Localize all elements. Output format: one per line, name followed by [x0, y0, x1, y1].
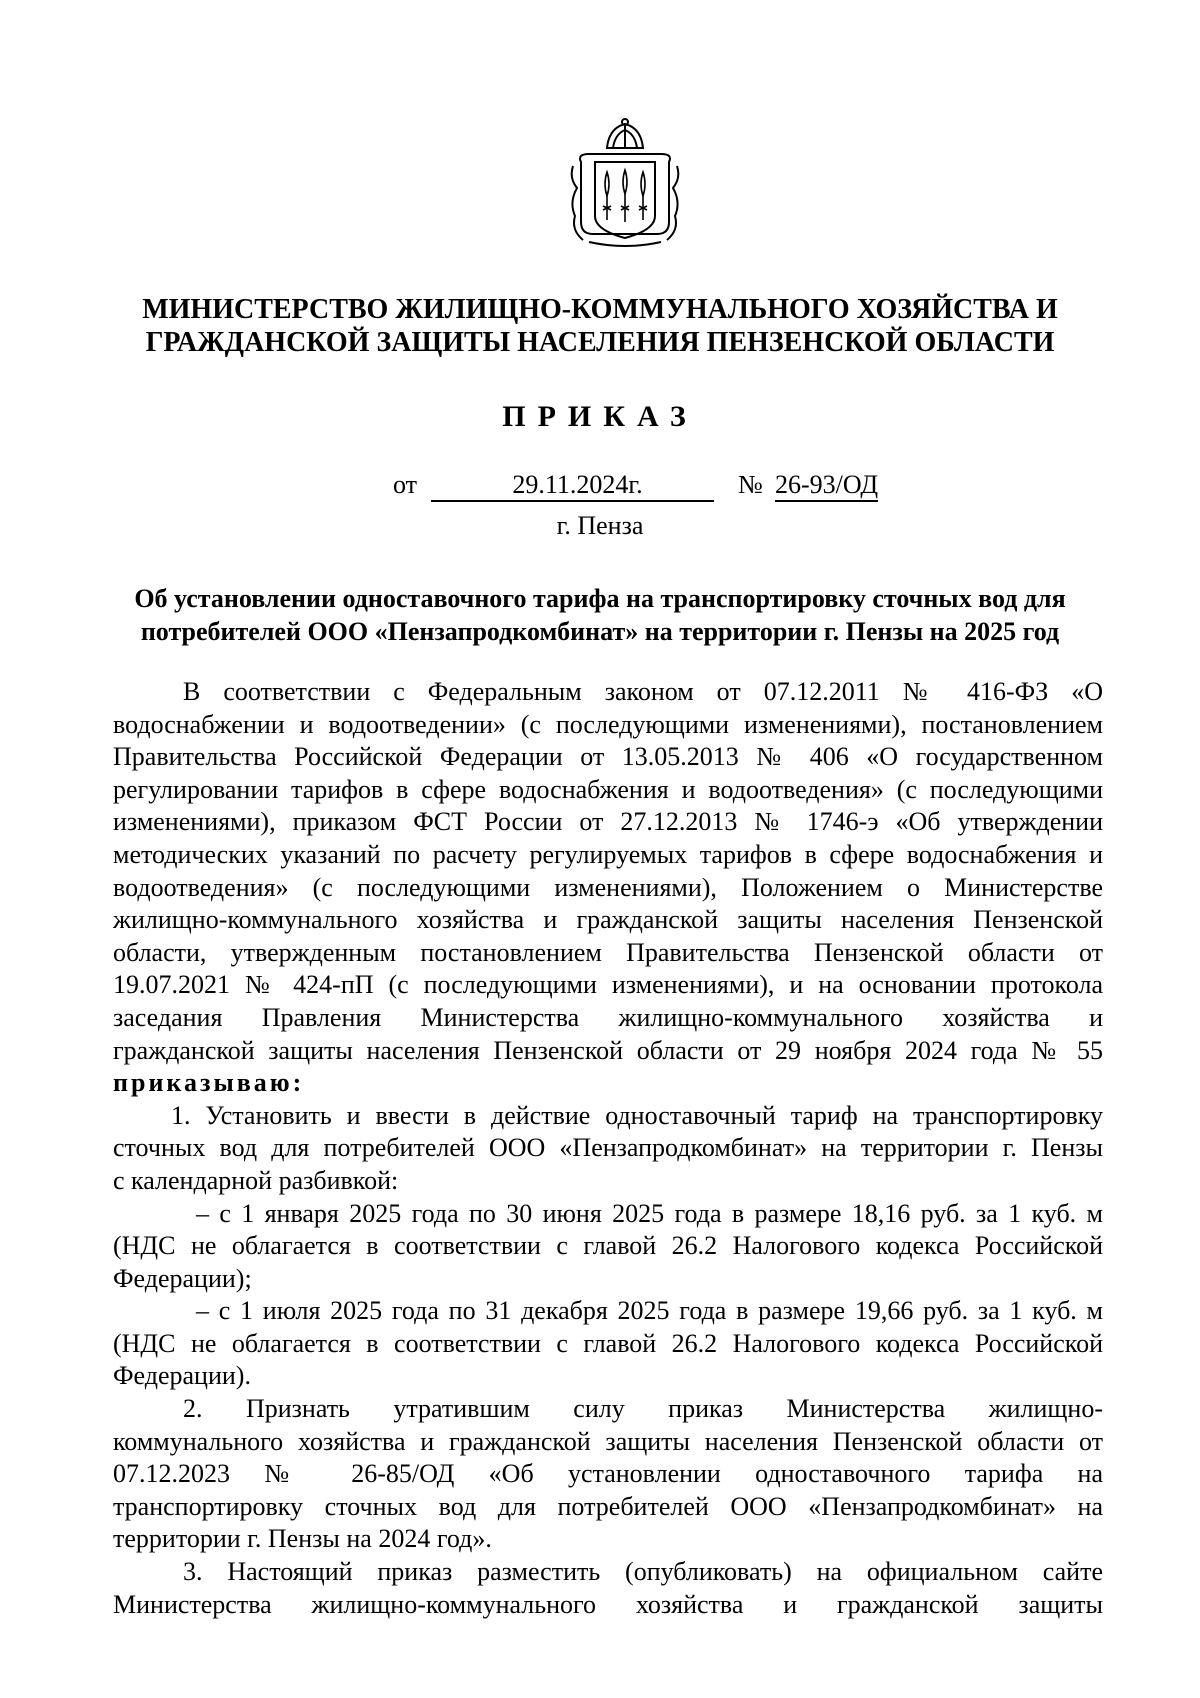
item-1: [113, 1100, 1103, 1198]
preamble: [113, 676, 1103, 1100]
ministry-name: [100, 293, 1100, 359]
item-line: Федерации).: [113, 1361, 251, 1391]
item-line: Федерации);: [113, 1263, 252, 1293]
item-line: коммунального хозяйства и гражданской защиты населения Пензенской области от: [113, 1426, 1103, 1456]
document-number: 26-93/ОД: [775, 470, 878, 502]
document-city: г. Пенза: [556, 511, 644, 540]
preamble-line: жилищно-коммунального хозяйства и гражданской защиты населения Пензенской: [113, 905, 1103, 935]
preamble-line: заседания Правления Министерства жилищно-коммунального хозяйства и: [113, 1002, 1103, 1032]
ministry-name-line2: ГРАЖДАНСКОЙ ЗАЩИТЫ НАСЕЛЕНИЯ ПЕНЗЕНСКОЙ ОБЛАСТИ: [145, 327, 1055, 358]
date-number-line: [0, 470, 1200, 504]
item-line: территории г. Пензы на 2024 год».: [113, 1524, 492, 1554]
date-prefix: от: [393, 470, 418, 499]
order-word-line: [113, 1067, 1103, 1100]
tariff-period-1: [113, 1198, 1103, 1296]
item-3: [113, 1556, 1103, 1621]
document-title: [100, 582, 1100, 648]
preamble-line: водоотведения» (с последующими изменениями), Положением о Министерстве: [113, 872, 1103, 902]
preamble-line: 19.07.2021 № 424-пП (с последующими изменениями), и на основании протокола: [113, 970, 1103, 1000]
preamble-line: водоснабжении и водоотведении» (с последующими изменениями), постановлением: [113, 709, 1103, 739]
preamble-line: гражданской защиты населения Пензенской области от 29 ноября 2024 года № 55: [113, 1035, 1103, 1065]
preamble-line: Правительства Российской Федерации от 13.05.2013 № 406 «О государственном: [113, 742, 1103, 772]
item-2: [113, 1393, 1103, 1556]
preamble-line: регулировании тарифов в сфере водоснабжения и водоотведения» (с последующими: [113, 774, 1103, 804]
ministry-name-line1: МИНИСТЕРСТВО ЖИЛИЩНО-КОММУНАЛЬНОГО ХОЗЯЙСТВА И: [142, 294, 1058, 325]
document-body: [113, 676, 1103, 1621]
item-line: Министерства жилищно-коммунального хозяйства и гражданской защиты: [113, 1589, 1103, 1619]
tariff-period-2: [113, 1295, 1103, 1393]
item-line: 1. Установить и ввести в действие одноставочный тариф на транспортировку: [171, 1100, 1103, 1130]
title-line2: потребителей ООО «Пензапродкомбинат» на территории г. Пензы на 2025 год: [140, 617, 1060, 646]
document-type: ПРИКАЗ: [502, 400, 698, 433]
number-prefix: №: [738, 470, 763, 499]
item-line: (НДС не облагается в соответствии с главой 26.2 Налогового кодекса Российской: [113, 1328, 1103, 1358]
preamble-line: области, утвержденным постановлением Правительства Пензенской области от: [113, 937, 1103, 967]
item-line: (НДС не облагается в соответствии с главой 26.2 Налогового кодекса Российской: [113, 1231, 1103, 1261]
preamble-line: В соответствии с Федеральным законом от 07.12.2011 № 416-ФЗ «О: [183, 677, 1103, 706]
title-line1: Об установлении одноставочного тарифа на транспортировку сточных вод для: [134, 584, 1066, 613]
order-word: приказываю:: [113, 1068, 305, 1098]
item-line: с календарной разбивкой:: [113, 1165, 399, 1195]
item-line: 3. Настоящий приказ разместить (опубликовать) на официальном сайте: [183, 1557, 1103, 1587]
item-line: – с 1 января 2025 года по 30 июня 2025 года в размере 18,16 руб. за 1 куб. м: [196, 1198, 1103, 1228]
item-line: – с 1 июля 2025 года по 31 декабря 2025 года в размере 19,66 руб. за 1 куб. м: [196, 1296, 1103, 1326]
preamble-line: изменениями), приказом ФСТ России от 27.12.2013 № 1746-э «Об утверждении: [113, 807, 1103, 837]
coat-of-arms-emblem: [569, 118, 681, 250]
item-line: сточных вод для потребителей ООО «Пензапродкомбинат» на территории г. Пензы: [113, 1133, 1103, 1163]
item-line: 07.12.2023 № 26-85/ОД «Об установлении одноставочного тарифа на: [113, 1459, 1103, 1489]
document-date: 29.11.2024г.: [431, 470, 714, 502]
item-line: транспортировку сточных вод для потребителей ООО «Пензапродкомбинат» на: [113, 1491, 1103, 1521]
preamble-line: методических указаний по расчету регулируемых тарифов в сфере водоснабжения и: [113, 839, 1103, 869]
item-line: 2. Признать утратившим силу приказ Министерства жилищно-: [183, 1394, 1103, 1424]
